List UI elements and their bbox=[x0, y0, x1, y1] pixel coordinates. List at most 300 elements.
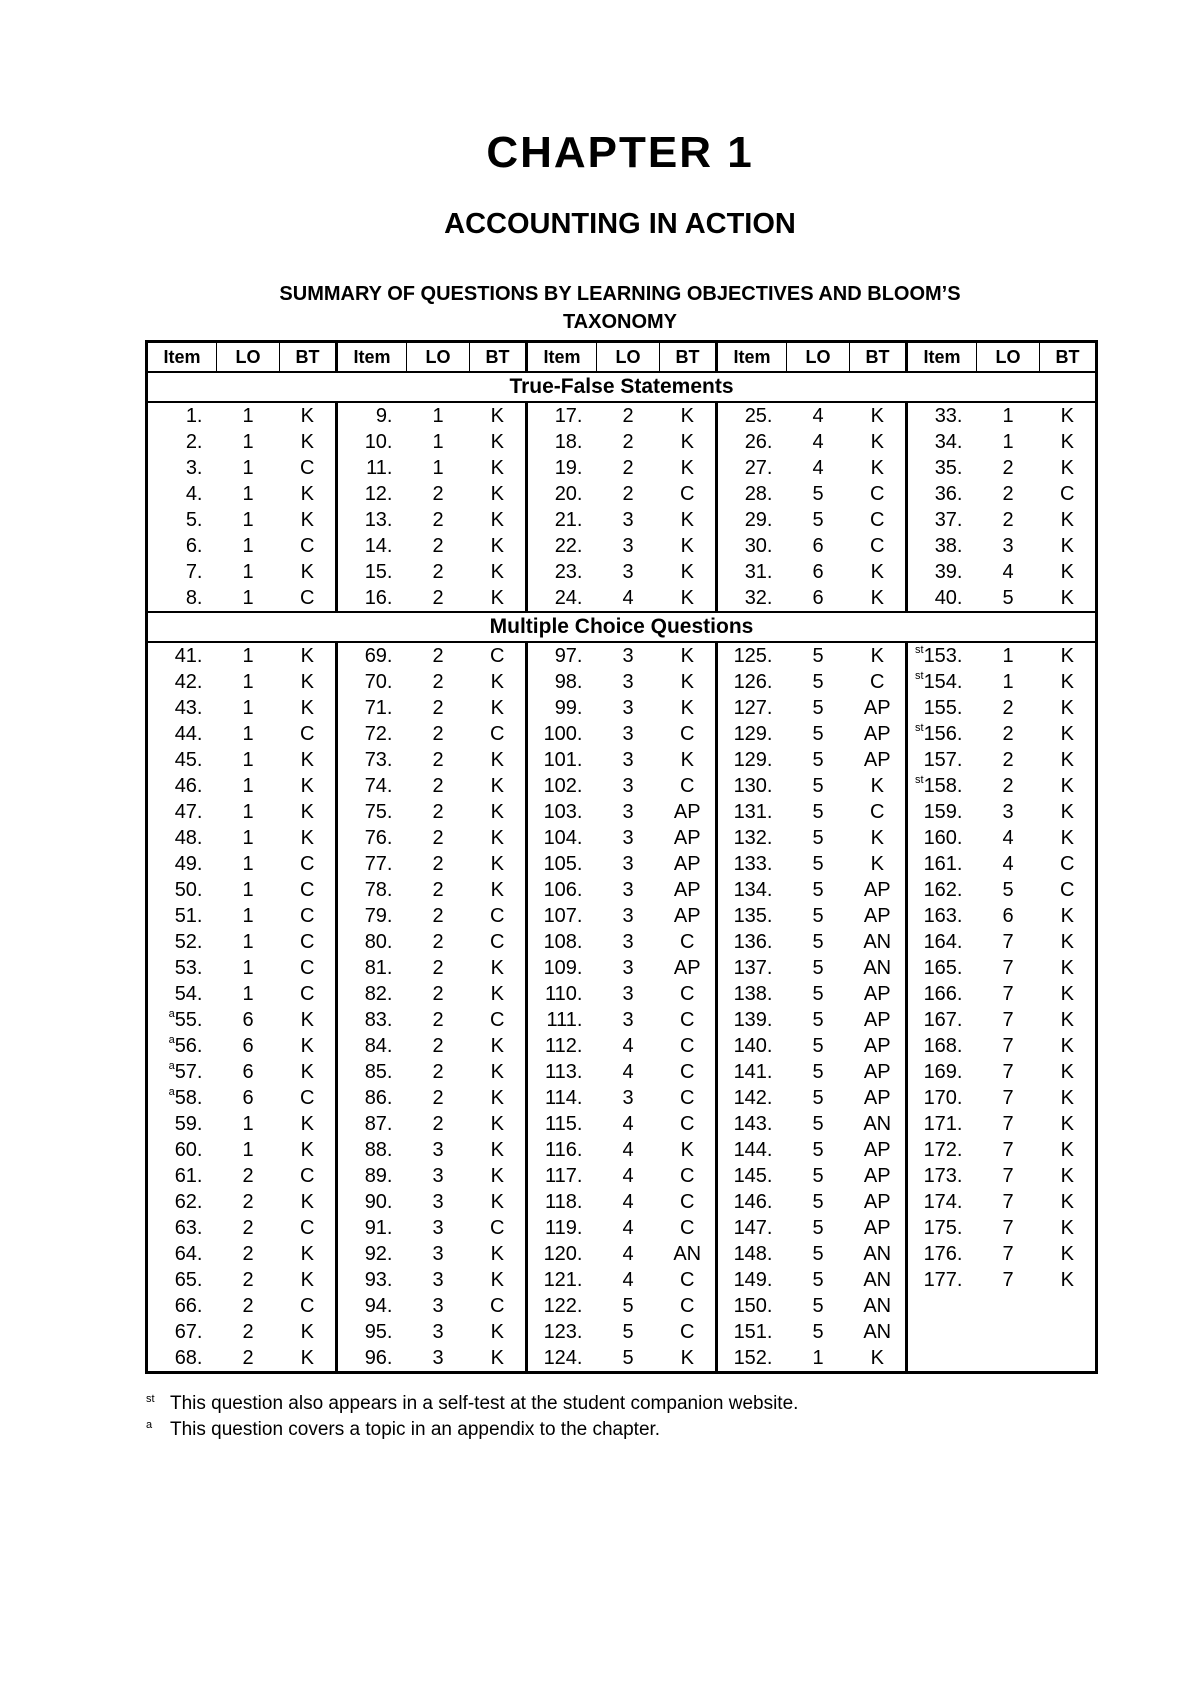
learning-objective-cell bbox=[217, 533, 280, 559]
blooms-level-cell bbox=[1040, 851, 1097, 877]
blooms-level: K bbox=[1060, 957, 1074, 979]
blooms-level: K bbox=[490, 405, 504, 427]
item-number: 140. bbox=[733, 1035, 773, 1057]
item-number: 3. bbox=[185, 457, 203, 479]
blooms-level: K bbox=[1060, 827, 1074, 849]
item-number-cell bbox=[717, 1189, 787, 1215]
learning-objective-cell bbox=[407, 1007, 470, 1033]
blooms-level-cell bbox=[1040, 1137, 1097, 1163]
item-number-cell bbox=[717, 799, 787, 825]
footnote-text: This question covers a topic in an appendix to the chapter. bbox=[170, 1419, 661, 1440]
item-number-cell bbox=[337, 1163, 407, 1189]
item-number-cell bbox=[337, 507, 407, 533]
learning-objective: 2 bbox=[242, 1191, 254, 1213]
blooms-level: K bbox=[1060, 1087, 1074, 1109]
item-number: 26. bbox=[744, 431, 773, 453]
item-number: 42. bbox=[174, 671, 203, 693]
item-number: 74. bbox=[364, 775, 393, 797]
item-number-cell bbox=[907, 695, 977, 721]
learning-objective: 5 bbox=[812, 1321, 824, 1343]
item-number: 162. bbox=[923, 879, 963, 901]
blooms-level: K bbox=[490, 697, 504, 719]
item-number: 131. bbox=[733, 801, 773, 823]
item-number-cell bbox=[337, 1241, 407, 1267]
learning-objective-cell bbox=[977, 507, 1040, 533]
item-number: 126. bbox=[733, 671, 773, 693]
learning-objective-cell bbox=[597, 929, 660, 955]
learning-objective: 5 bbox=[812, 1243, 824, 1265]
blooms-level-cell bbox=[850, 1241, 907, 1267]
blooms-level-cell bbox=[470, 1059, 527, 1085]
learning-objective-cell bbox=[787, 799, 850, 825]
learning-objective-cell bbox=[977, 481, 1040, 507]
learning-objective-cell bbox=[217, 481, 280, 507]
table-row bbox=[147, 1033, 1097, 1059]
item-number-cell bbox=[907, 429, 977, 455]
blooms-level: C bbox=[490, 1009, 505, 1031]
item-number: 166. bbox=[923, 983, 963, 1005]
item-number: 95. bbox=[364, 1321, 393, 1343]
learning-objective: 1 bbox=[1002, 405, 1014, 427]
blooms-level: K bbox=[1060, 431, 1074, 453]
learning-objective-cell bbox=[977, 1345, 1040, 1373]
blooms-level: AP bbox=[863, 723, 891, 745]
item-number: 123. bbox=[543, 1321, 583, 1343]
blooms-level-cell bbox=[660, 825, 717, 851]
blooms-level-cell bbox=[280, 825, 337, 851]
blooms-level: K bbox=[490, 509, 504, 531]
blooms-level: C bbox=[680, 931, 695, 953]
blooms-level: K bbox=[490, 853, 504, 875]
learning-objective-cell bbox=[787, 825, 850, 851]
item-number: 15. bbox=[364, 561, 393, 583]
item-number: 97. bbox=[554, 645, 583, 667]
blooms-level: K bbox=[490, 879, 504, 901]
blooms-level: K bbox=[1060, 645, 1074, 667]
learning-objective-cell bbox=[217, 1163, 280, 1189]
column-header-item: Item bbox=[717, 342, 787, 373]
item-number-cell bbox=[717, 1319, 787, 1345]
blooms-level-cell bbox=[1040, 642, 1097, 669]
item-number-cell bbox=[717, 559, 787, 585]
blooms-level: K bbox=[490, 1035, 504, 1057]
blooms-level: K bbox=[300, 483, 314, 505]
blooms-level-cell bbox=[280, 1033, 337, 1059]
learning-objective: 2 bbox=[432, 879, 444, 901]
item-number: 22. bbox=[554, 535, 583, 557]
item-number: 25. bbox=[744, 405, 773, 427]
item-number-cell bbox=[907, 1189, 977, 1215]
item-number: 163. bbox=[923, 905, 963, 927]
item-number-cell bbox=[527, 1163, 597, 1189]
blooms-level: C bbox=[490, 905, 505, 927]
item-number-cell bbox=[527, 981, 597, 1007]
learning-objective: 5 bbox=[812, 853, 824, 875]
item-number-cell bbox=[337, 721, 407, 747]
blooms-level: C bbox=[490, 723, 505, 745]
blooms-level: K bbox=[490, 483, 504, 505]
item-number: 17. bbox=[554, 405, 583, 427]
item-number-cell bbox=[337, 799, 407, 825]
blooms-level-cell bbox=[1040, 585, 1097, 612]
learning-objective-cell bbox=[217, 642, 280, 669]
item-number-cell bbox=[527, 455, 597, 481]
learning-objective: 7 bbox=[1002, 1035, 1014, 1057]
item-number-cell bbox=[907, 1267, 977, 1293]
item-number: 58. bbox=[174, 1087, 203, 1109]
blooms-level: K bbox=[1060, 535, 1074, 557]
item-number-cell bbox=[337, 981, 407, 1007]
learning-objective-cell bbox=[977, 1059, 1040, 1085]
item-number: 148. bbox=[733, 1243, 773, 1265]
blooms-level: AN bbox=[863, 957, 892, 979]
learning-objective: 2 bbox=[242, 1243, 254, 1265]
learning-objective-cell bbox=[597, 1293, 660, 1319]
item-number-cell bbox=[147, 642, 217, 669]
blooms-level-cell bbox=[470, 642, 527, 669]
item-number-cell bbox=[337, 402, 407, 429]
item-number-cell bbox=[527, 1267, 597, 1293]
learning-objective-cell bbox=[787, 429, 850, 455]
learning-objective: 2 bbox=[432, 957, 444, 979]
item-number-cell bbox=[337, 1319, 407, 1345]
learning-objective-cell bbox=[597, 799, 660, 825]
blooms-level-cell bbox=[280, 402, 337, 429]
item-number-cell bbox=[907, 642, 977, 669]
item-number-cell bbox=[907, 481, 977, 507]
learning-objective-cell bbox=[217, 1059, 280, 1085]
learning-objective: 2 bbox=[432, 1087, 444, 1109]
learning-objective-cell bbox=[977, 1085, 1040, 1111]
blooms-level: K bbox=[1060, 1061, 1074, 1083]
blooms-level-cell bbox=[470, 533, 527, 559]
table-row bbox=[147, 929, 1097, 955]
learning-objective: 3 bbox=[622, 801, 634, 823]
learning-objective: 5 bbox=[812, 749, 824, 771]
item-number-cell bbox=[527, 721, 597, 747]
blooms-level-cell bbox=[850, 1189, 907, 1215]
item-number: 20. bbox=[554, 483, 583, 505]
item-number: 14. bbox=[364, 535, 393, 557]
item-number-cell bbox=[907, 773, 977, 799]
blooms-level-cell bbox=[850, 1059, 907, 1085]
item-number: 138. bbox=[733, 983, 773, 1005]
learning-objective: 7 bbox=[1002, 931, 1014, 953]
learning-objective-cell bbox=[787, 929, 850, 955]
learning-objective-cell bbox=[217, 773, 280, 799]
footnote-mark: st bbox=[146, 1393, 155, 1405]
blooms-level-cell bbox=[280, 747, 337, 773]
table-row bbox=[147, 721, 1097, 747]
learning-objective-cell bbox=[787, 481, 850, 507]
learning-objective: 3 bbox=[432, 1243, 444, 1265]
learning-objective: 3 bbox=[622, 905, 634, 927]
blooms-level-cell bbox=[850, 1111, 907, 1137]
learning-objective: 3 bbox=[622, 931, 634, 953]
learning-objective: 3 bbox=[622, 535, 634, 557]
blooms-level: C bbox=[680, 1165, 695, 1187]
blooms-level: K bbox=[300, 671, 314, 693]
table-row bbox=[147, 642, 1097, 669]
item-number-cell bbox=[147, 1319, 217, 1345]
learning-objective: 3 bbox=[622, 1009, 634, 1031]
blooms-level-cell bbox=[470, 721, 527, 747]
item-number-cell bbox=[527, 402, 597, 429]
learning-objective: 3 bbox=[432, 1269, 444, 1291]
learning-objective: 3 bbox=[432, 1347, 444, 1369]
table-row bbox=[147, 481, 1097, 507]
item-number: 98. bbox=[554, 671, 583, 693]
blooms-level: K bbox=[1060, 457, 1074, 479]
blooms-level-cell bbox=[470, 402, 527, 429]
blooms-level: AP bbox=[863, 749, 891, 771]
item-number-cell bbox=[337, 695, 407, 721]
table-row bbox=[147, 825, 1097, 851]
learning-objective-cell bbox=[217, 1345, 280, 1373]
item-number-cell bbox=[337, 1033, 407, 1059]
blooms-level: K bbox=[490, 775, 504, 797]
learning-objective: 6 bbox=[812, 535, 824, 557]
learning-objective: 3 bbox=[622, 879, 634, 901]
learning-objective: 6 bbox=[812, 561, 824, 583]
blooms-level-cell bbox=[1040, 903, 1097, 929]
item-number: 119. bbox=[545, 1217, 583, 1239]
item-number: 62. bbox=[174, 1191, 203, 1213]
learning-objective-cell bbox=[217, 559, 280, 585]
learning-objective-cell bbox=[977, 799, 1040, 825]
learning-objective: 6 bbox=[242, 1087, 254, 1109]
blooms-level-cell bbox=[470, 1163, 527, 1189]
blooms-level: K bbox=[1060, 697, 1074, 719]
item-number: 149. bbox=[733, 1269, 773, 1291]
item-number: 50. bbox=[174, 879, 203, 901]
blooms-level-cell bbox=[470, 1345, 527, 1373]
item-number: 12. bbox=[364, 483, 393, 505]
learning-objective-cell bbox=[217, 1267, 280, 1293]
item-number: 167. bbox=[923, 1009, 963, 1031]
blooms-level: AN bbox=[863, 1243, 892, 1265]
blooms-level-cell bbox=[1040, 559, 1097, 585]
blooms-level: K bbox=[1060, 749, 1074, 771]
item-number: 89. bbox=[364, 1165, 393, 1187]
learning-objective-cell bbox=[407, 1215, 470, 1241]
item-number: 19. bbox=[554, 457, 583, 479]
item-number-cell bbox=[337, 585, 407, 612]
blooms-level: K bbox=[490, 1165, 504, 1187]
blooms-level-cell bbox=[660, 1059, 717, 1085]
item-number-cell bbox=[147, 585, 217, 612]
learning-objective: 5 bbox=[812, 509, 824, 531]
item-number: 101. bbox=[543, 749, 583, 771]
blooms-level-cell bbox=[280, 1267, 337, 1293]
item-number: 136. bbox=[733, 931, 773, 953]
table-row bbox=[147, 1319, 1097, 1345]
footnote-appendix bbox=[146, 1419, 660, 1441]
blooms-level: K bbox=[680, 587, 694, 609]
item-number: 11. bbox=[366, 457, 393, 479]
learning-objective: 6 bbox=[242, 1061, 254, 1083]
blooms-level: K bbox=[490, 1243, 504, 1265]
footnote-marker: st bbox=[915, 670, 924, 682]
item-number: 111. bbox=[546, 1009, 583, 1031]
item-number-cell bbox=[527, 507, 597, 533]
learning-objective-cell bbox=[217, 695, 280, 721]
blooms-level-cell bbox=[280, 903, 337, 929]
item-number: 92. bbox=[364, 1243, 393, 1265]
item-number: 118. bbox=[545, 1191, 583, 1213]
table-row bbox=[147, 1163, 1097, 1189]
learning-objective: 4 bbox=[622, 1243, 634, 1265]
item-number-cell bbox=[717, 585, 787, 612]
blooms-level-cell bbox=[1040, 481, 1097, 507]
learning-objective: 1 bbox=[242, 645, 254, 667]
item-number-cell bbox=[907, 825, 977, 851]
item-number: 169. bbox=[923, 1061, 963, 1083]
learning-objective-cell bbox=[217, 721, 280, 747]
blooms-level: K bbox=[490, 1321, 504, 1343]
learning-objective: 7 bbox=[1002, 1243, 1014, 1265]
column-header-bt: BT bbox=[660, 342, 717, 373]
item-number: 61. bbox=[174, 1165, 203, 1187]
learning-objective: 2 bbox=[622, 405, 634, 427]
blooms-level-cell bbox=[850, 825, 907, 851]
item-number-cell bbox=[907, 903, 977, 929]
item-number-cell bbox=[717, 1111, 787, 1137]
item-number-cell bbox=[337, 429, 407, 455]
learning-objective-cell bbox=[787, 1215, 850, 1241]
learning-objective-cell bbox=[217, 429, 280, 455]
blooms-level: AP bbox=[863, 1191, 891, 1213]
item-number-cell bbox=[147, 1241, 217, 1267]
learning-objective-cell bbox=[407, 585, 470, 612]
footnote-marker: a bbox=[168, 1034, 175, 1046]
item-number: 147. bbox=[733, 1217, 773, 1239]
learning-objective-cell bbox=[787, 402, 850, 429]
item-number: 122. bbox=[543, 1295, 583, 1317]
learning-objective: 4 bbox=[812, 405, 824, 427]
learning-objective-cell bbox=[597, 1345, 660, 1373]
item-number: 78. bbox=[364, 879, 393, 901]
learning-objective-cell bbox=[597, 903, 660, 929]
blooms-level-cell bbox=[470, 955, 527, 981]
blooms-level: K bbox=[1060, 775, 1074, 797]
blooms-level-cell bbox=[470, 877, 527, 903]
learning-objective: 1 bbox=[242, 723, 254, 745]
blooms-level-cell bbox=[280, 695, 337, 721]
item-number: 146. bbox=[733, 1191, 773, 1213]
learning-objective-cell bbox=[977, 1033, 1040, 1059]
learning-objective: 2 bbox=[432, 535, 444, 557]
blooms-level: C bbox=[870, 509, 885, 531]
blooms-level: C bbox=[870, 801, 885, 823]
blooms-level-cell bbox=[1040, 825, 1097, 851]
table-row bbox=[147, 695, 1097, 721]
blooms-level: K bbox=[300, 1113, 314, 1135]
item-number: 129. bbox=[733, 723, 773, 745]
blooms-level-cell bbox=[660, 877, 717, 903]
item-number-cell bbox=[337, 773, 407, 799]
blooms-level: K bbox=[490, 1191, 504, 1213]
learning-objective-cell bbox=[217, 799, 280, 825]
item-number: 75. bbox=[364, 801, 393, 823]
item-number: 145. bbox=[733, 1165, 773, 1187]
blooms-level: K bbox=[1060, 1243, 1074, 1265]
item-number-cell bbox=[527, 585, 597, 612]
item-number: 64. bbox=[174, 1243, 203, 1265]
blooms-level-cell bbox=[660, 481, 717, 507]
blooms-level-cell bbox=[280, 669, 337, 695]
footnote-marker: a bbox=[168, 1008, 175, 1020]
item-number-cell bbox=[527, 877, 597, 903]
item-number-cell bbox=[717, 825, 787, 851]
blooms-level-cell bbox=[280, 455, 337, 481]
blooms-level-cell bbox=[1040, 1241, 1097, 1267]
item-number: 41. bbox=[174, 645, 203, 667]
table-row bbox=[147, 585, 1097, 612]
learning-objective: 5 bbox=[622, 1347, 634, 1369]
blooms-level-cell bbox=[470, 669, 527, 695]
learning-objective: 1 bbox=[242, 931, 254, 953]
learning-objective: 3 bbox=[622, 645, 634, 667]
blooms-level-cell bbox=[850, 1163, 907, 1189]
learning-objective: 1 bbox=[242, 1139, 254, 1161]
learning-objective: 5 bbox=[812, 1087, 824, 1109]
blooms-level: K bbox=[490, 749, 504, 771]
blooms-level-cell bbox=[1040, 1189, 1097, 1215]
blooms-level-cell bbox=[850, 1267, 907, 1293]
learning-objective-cell bbox=[787, 695, 850, 721]
learning-objective-cell bbox=[217, 455, 280, 481]
item-number-cell bbox=[907, 1345, 977, 1373]
item-number-cell bbox=[907, 1163, 977, 1189]
blooms-level-cell bbox=[660, 851, 717, 877]
item-number: 7. bbox=[185, 561, 203, 583]
learning-objective-cell bbox=[787, 1059, 850, 1085]
blooms-level-cell bbox=[660, 1137, 717, 1163]
column-header-bt: BT bbox=[280, 342, 337, 373]
blooms-level: K bbox=[870, 431, 884, 453]
learning-objective-cell bbox=[407, 559, 470, 585]
blooms-level: K bbox=[680, 645, 694, 667]
blooms-level-cell bbox=[660, 1293, 717, 1319]
blooms-level-cell bbox=[280, 481, 337, 507]
item-number-cell bbox=[147, 929, 217, 955]
blooms-level-cell bbox=[470, 929, 527, 955]
learning-objective: 5 bbox=[812, 671, 824, 693]
learning-objective-cell bbox=[407, 877, 470, 903]
learning-objective-cell bbox=[977, 955, 1040, 981]
blooms-level-cell bbox=[850, 1033, 907, 1059]
learning-objective: 5 bbox=[812, 905, 824, 927]
learning-objective-cell bbox=[787, 903, 850, 929]
learning-objective: 7 bbox=[1002, 1113, 1014, 1135]
blooms-level: K bbox=[490, 1061, 504, 1083]
learning-objective-cell bbox=[787, 642, 850, 669]
learning-objective: 2 bbox=[432, 827, 444, 849]
item-number-cell bbox=[147, 669, 217, 695]
blooms-level-cell bbox=[850, 877, 907, 903]
blooms-level-cell bbox=[470, 507, 527, 533]
learning-objective: 7 bbox=[1002, 1009, 1014, 1031]
item-number-cell bbox=[717, 1007, 787, 1033]
learning-objective: 1 bbox=[1002, 431, 1014, 453]
learning-objective-cell bbox=[977, 773, 1040, 799]
item-number-cell bbox=[337, 481, 407, 507]
blooms-level-cell bbox=[1040, 429, 1097, 455]
learning-objective: 7 bbox=[1002, 1139, 1014, 1161]
table-row bbox=[147, 981, 1097, 1007]
item-number: 18. bbox=[554, 431, 583, 453]
